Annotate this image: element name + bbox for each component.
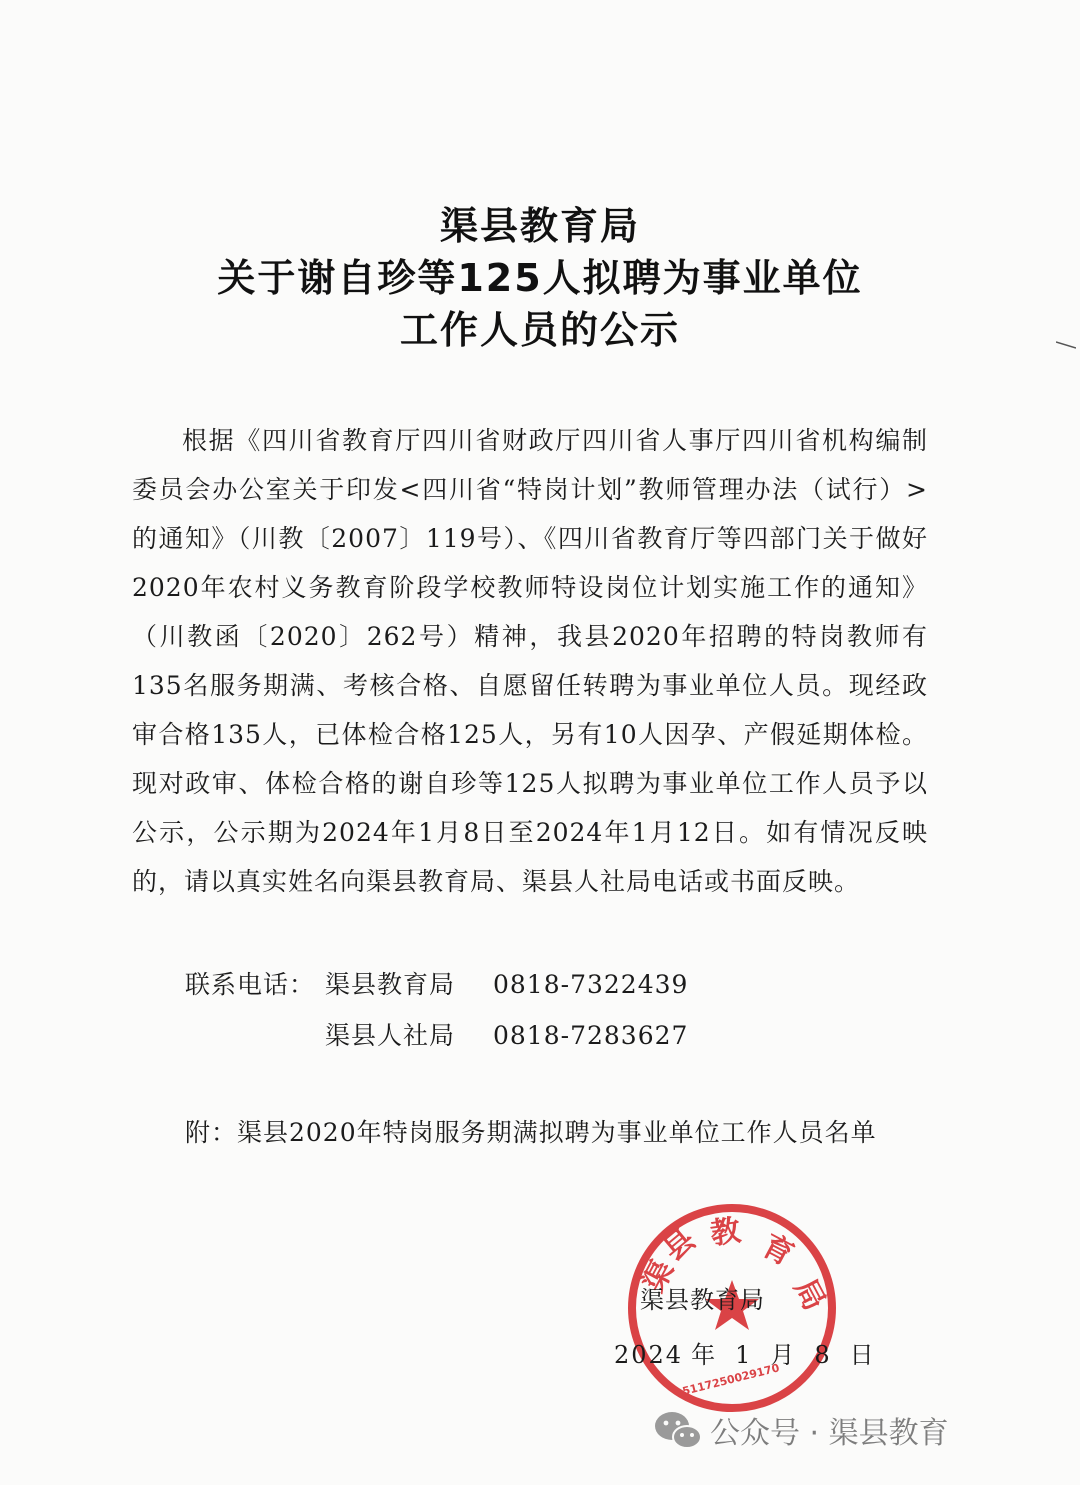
attachment-note: 附：渠县2020年特岗服务期满拟聘为事业单位工作人员名单 <box>185 1118 877 1147</box>
seal-char: 渠 <box>636 1254 682 1298</box>
contact-row-1 <box>185 965 688 1001</box>
date-month: 1 <box>735 1341 753 1369</box>
contact-phone: 0818-7283627 <box>493 1021 689 1050</box>
contact-org: 渠县教育局 <box>325 970 456 999</box>
seal-char: 育 <box>756 1228 800 1274</box>
date-year: 2024 <box>614 1341 684 1369</box>
document-title <box>0 200 1080 356</box>
date-month-char: 月 <box>770 1341 797 1369</box>
signature-org: 渠县教育局 <box>640 1286 765 1314</box>
body-paragraph: 根据《四川省教育厅四川省财政厅四川省人事厅四川省机构编制委员会办公室关于印发<四川省“特岗计划”教师管理办法（试行）>的通知》（川教〔2007〕119号）、《四川省教育厅等四部门关于做好2020年农村义务教育阶段学校教师特设岗位计划实施工作的通知》（川教函〔2020〕262号）精神，我县2020年招聘的特岗教师有135名服务期满、考核合格、自愿留任转聘为事业单位人员。现经政审合格135人，已体检合格125人，另有10人因孕、产假延期体检。现对政审、体检合格的谢自珍等125人拟聘为事业单位工作人员予以公示，公示期为2024年1月8日至2024年1月12日。如有情况反映的，请以真实姓名向渠县教育局、渠县人社局电话或书面反映。 <box>132 426 928 896</box>
title-line-1: 渠县教育局 <box>439 204 640 248</box>
signature-date <box>614 1335 876 1370</box>
seal-char: 局 <box>786 1273 832 1317</box>
wechat-icon <box>652 1409 704 1451</box>
date-day-char: 日 <box>849 1341 876 1369</box>
title-line-2: 关于谢自珍等125人拟聘为事业单位 <box>217 256 863 300</box>
contact-row-2 <box>185 1016 688 1052</box>
seal-char: 教 <box>708 1213 743 1252</box>
scan-mark <box>1056 340 1076 350</box>
seal-char: 县 <box>656 1222 703 1269</box>
watermark-text: 公众号 · 渠县教育 <box>710 1416 949 1451</box>
date-year-char: 年 <box>691 1341 718 1369</box>
date-day: 8 <box>814 1341 832 1369</box>
contact-phone: 0818-7322439 <box>493 970 689 999</box>
wechat-watermark <box>652 1405 949 1455</box>
title-line-3: 工作人员的公示 <box>399 308 680 352</box>
contact-org: 渠县人社局 <box>325 1021 456 1050</box>
contact-label: 联系电话： <box>185 970 316 999</box>
seal-code: 5117250029170 <box>681 1361 781 1399</box>
